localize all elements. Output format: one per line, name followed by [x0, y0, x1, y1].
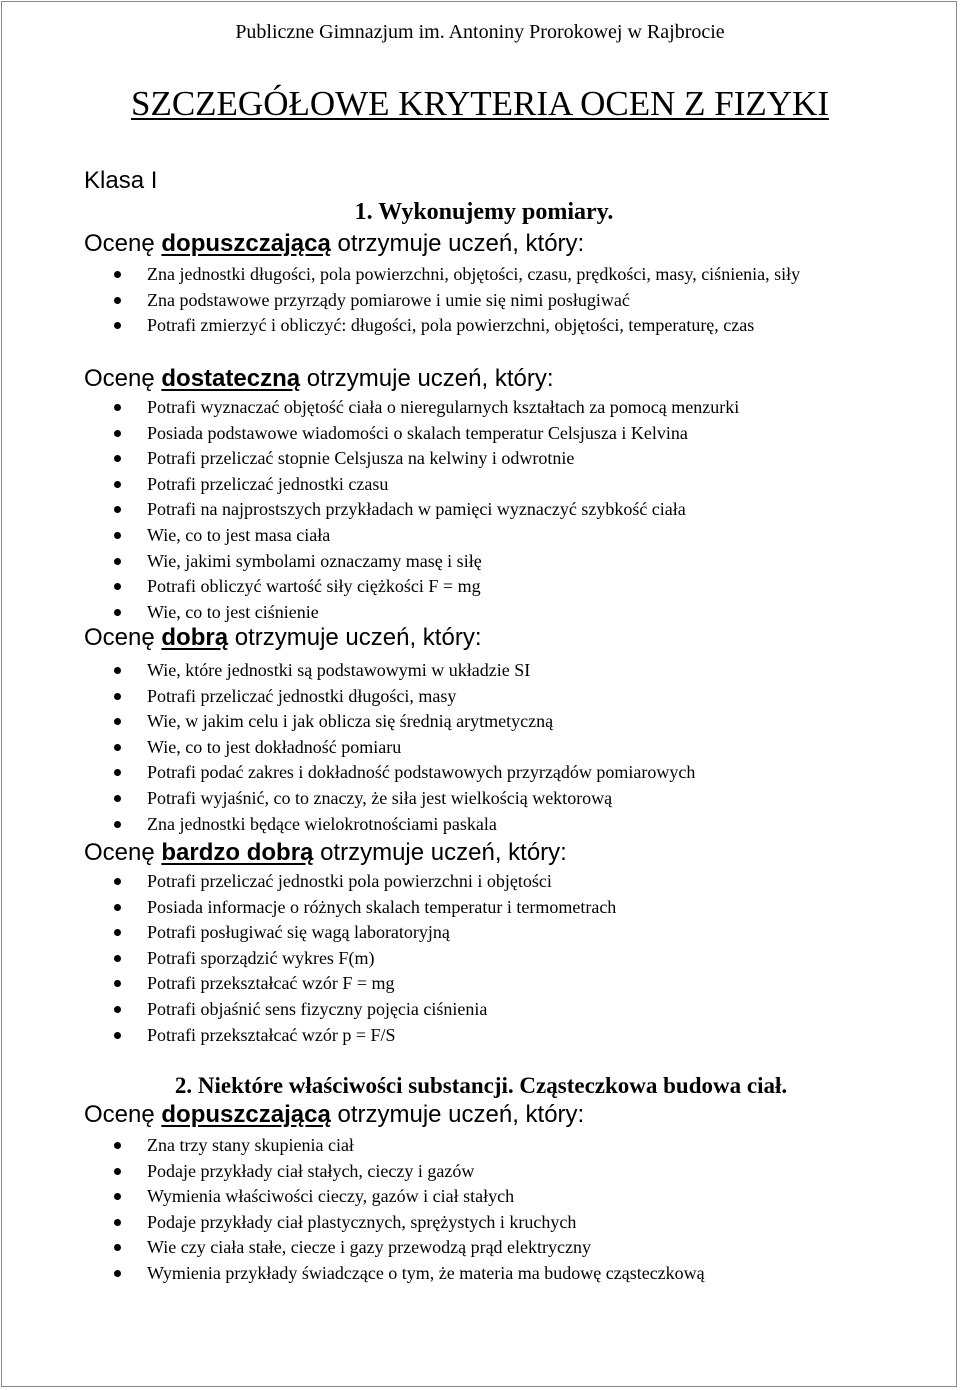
- class-label: Klasa I: [84, 167, 158, 194]
- bullet-icon: [114, 481, 121, 488]
- bullet-icon: [114, 1270, 121, 1277]
- bullet-icon: [114, 583, 121, 590]
- list-item: [0, 446, 739, 472]
- grade-suffix: otrzymuje uczeń, który:: [228, 624, 482, 651]
- grade-prefix: Ocenę: [84, 1101, 162, 1128]
- bullet-icon: [114, 1219, 121, 1226]
- list-item-text: Potrafi zmierzyć i obliczyć: długości, pola powierzchni, objętości, temperaturę, czas: [147, 315, 755, 336]
- grade-name: dobrą: [161, 624, 229, 651]
- grade-prefix: Ocenę: [84, 624, 162, 651]
- bullet-icon: [114, 980, 121, 987]
- list-item-text: Zna jednostki długości, pola powierzchni, objętości, czasu, prędkości, masy, ciśnienia, siły: [147, 264, 801, 284]
- bullet-icon: [114, 1032, 121, 1039]
- bullet-icon: [114, 322, 121, 329]
- bullet-icon: [114, 667, 121, 674]
- section-title: 1. Wykonujemy pomiary.: [354, 199, 614, 225]
- list-item: [0, 895, 616, 921]
- bullet-icon: [114, 929, 121, 936]
- bullet-icon: [114, 404, 121, 411]
- list-item: [0, 1210, 705, 1236]
- list-item: [0, 1159, 705, 1185]
- list-item: [0, 1184, 705, 1210]
- grade-name: bardzo dobrą: [161, 839, 314, 866]
- grade-name: dostateczną: [161, 365, 301, 392]
- document-title: SZCZEGÓŁOWE KRYTERIA OCEN Z FIZYKI: [130, 84, 829, 123]
- list-item: [0, 684, 695, 710]
- list-item: [0, 786, 695, 812]
- list-item-text: Wie, jakimi symbolami oznaczamy masę i siłę: [147, 550, 482, 571]
- bullet-icon: [114, 904, 121, 911]
- list-item: [0, 946, 616, 972]
- list-item-text: Zna jednostki będące wielokrotnościami paskala: [147, 813, 497, 834]
- list-item-text: Zna podstawowe przyrządy pomiarowe i umie się nimi posługiwać: [147, 289, 630, 310]
- criteria-list: [0, 1133, 705, 1287]
- list-item-text: Wymienia przykłady świadczące o tym, że materia ma budowę cząsteczkową: [147, 1262, 705, 1283]
- list-item-text: Potrafi przeliczać jednostki pola powierzchni i objętości: [147, 871, 552, 891]
- list-item-text: Zna trzy stany skupienia ciał: [147, 1135, 354, 1155]
- grade-heading: [84, 230, 584, 258]
- list-item-text: Potrafi przekształcać wzór p = F/S: [147, 1024, 396, 1045]
- list-item-text: Posiada informacje o różnych skalach temperatur i termometrach: [147, 896, 617, 917]
- bullet-icon: [114, 609, 121, 616]
- list-item: [0, 920, 616, 946]
- list-item-text: Potrafi obliczyć wartość siły ciężkości F = mg: [147, 576, 481, 597]
- list-item: [0, 574, 739, 600]
- list-item-text: Wie, co to jest ciśnienie: [147, 601, 319, 622]
- list-item-text: Potrafi na najprostszych przykładach w pamięci wyznaczyć szybkość ciała: [147, 499, 686, 520]
- grade-heading: [84, 1101, 584, 1129]
- list-item: [0, 313, 887, 339]
- bullet-icon: [114, 955, 121, 962]
- grade-prefix: Ocenę: [84, 365, 162, 392]
- grade-suffix: otrzymuje uczeń, który:: [330, 230, 585, 257]
- list-item: [0, 395, 739, 421]
- bullet-icon: [114, 693, 121, 700]
- list-item-text: Potrafi podać zakres i dokładność podstawowych przyrządów pomiarowych: [147, 762, 696, 783]
- criteria-list: [0, 869, 616, 1048]
- list-item: [0, 997, 616, 1023]
- list-item: [0, 1235, 705, 1261]
- list-item: [0, 1261, 705, 1287]
- list-item: [0, 1023, 616, 1049]
- list-item-text: Potrafi sporządzić wykres F(m): [147, 947, 375, 968]
- list-item: [0, 262, 887, 288]
- bullet-icon: [114, 1193, 121, 1200]
- bullet-icon: [114, 718, 121, 725]
- list-item-text: Potrafi wyjaśnić, co to znaczy, że siła jest wielkością wektorową: [147, 787, 613, 808]
- list-item: [0, 971, 616, 997]
- bullet-icon: [114, 1168, 121, 1175]
- list-item: [0, 472, 739, 498]
- list-item: [0, 549, 739, 575]
- list-item: [0, 709, 695, 735]
- list-item-text: Wie, co to jest dokładność pomiaru: [147, 736, 402, 757]
- list-item: [0, 869, 616, 895]
- bullet-icon: [114, 430, 121, 437]
- list-item-text: Wymienia właściwości cieczy, gazów i ciał stałych: [147, 1186, 515, 1207]
- grade-suffix: otrzymuje uczeń, który:: [300, 365, 554, 392]
- bullet-icon: [114, 506, 121, 513]
- bullet-icon: [114, 1006, 121, 1013]
- bullet-icon: [114, 558, 121, 565]
- list-item-text: Posiada podstawowe wiadomości o skalach temperatur Celsjusza i Kelvina: [147, 422, 688, 443]
- grade-name: dopuszczającą: [161, 1101, 331, 1128]
- grade-prefix: Ocenę: [84, 230, 162, 257]
- list-item-text: Wie czy ciała stałe, ciecze i gazy przewodzą prąd elektryczny: [147, 1237, 592, 1258]
- list-item-text: Podaje przykłady ciał stałych, cieczy i gazów: [147, 1160, 475, 1181]
- list-item: [0, 523, 739, 549]
- list-item: [0, 497, 739, 523]
- bullet-icon: [114, 1244, 121, 1251]
- criteria-list: [0, 262, 887, 339]
- bullet-icon: [114, 455, 121, 462]
- bullet-icon: [114, 744, 121, 751]
- list-item: [0, 812, 695, 838]
- list-item: [0, 760, 695, 786]
- grade-name: dopuszczającą: [161, 230, 331, 257]
- list-item-text: Potrafi przeliczać jednostki długości, masy: [147, 685, 457, 706]
- list-item-text: Wie, w jakim celu i jak oblicza się średnią arytmetyczną: [147, 711, 554, 732]
- bullet-icon: [114, 769, 121, 776]
- criteria-list: [0, 395, 739, 625]
- grade-heading: [84, 839, 567, 867]
- section-title: 2. Niektóre właściwości substancji. Cząsteczkowa budowa ciał.: [174, 1073, 788, 1098]
- criteria-list: [0, 658, 695, 837]
- list-item: [0, 288, 887, 314]
- grade-suffix: otrzymuje uczeń, który:: [330, 1101, 585, 1128]
- list-item-text: Potrafi posługiwać się wagą laboratoryjną: [147, 922, 450, 943]
- school-header: Publiczne Gimnazjum im. Antoniny Prorokowej w Rajbrocie: [235, 21, 725, 43]
- bullet-icon: [114, 1142, 121, 1149]
- list-item-text: Podaje przykłady ciał plastycznych, sprężystych i kruchych: [147, 1211, 577, 1232]
- list-item-text: Potrafi wyznaczać objętość ciała o nieregularnych kształtach za pomocą menzurki: [147, 397, 740, 417]
- list-item-text: Potrafi przeliczać stopnie Celsjusza na kelwiny i odwrotnie: [147, 448, 575, 469]
- list-item: [0, 600, 739, 626]
- bullet-icon: [114, 795, 121, 802]
- list-item: [0, 421, 739, 447]
- bullet-icon: [114, 297, 121, 304]
- bullet-icon: [114, 271, 121, 278]
- grade-suffix: otrzymuje uczeń, który:: [313, 839, 567, 866]
- list-item: [0, 735, 695, 761]
- list-item-text: Potrafi przekształcać wzór F = mg: [147, 973, 395, 994]
- grade-prefix: Ocenę: [84, 839, 162, 866]
- bullet-icon: [114, 878, 121, 885]
- list-item-text: Potrafi przeliczać jednostki czasu: [147, 473, 389, 494]
- list-item-text: Potrafi objaśnić sens fizyczny pojęcia ciśnienia: [147, 998, 488, 1019]
- bullet-icon: [114, 532, 121, 539]
- list-item: [0, 1133, 705, 1159]
- list-item: [0, 658, 695, 684]
- list-item-text: Wie, które jednostki są podstawowymi w układzie SI: [147, 660, 531, 680]
- bullet-icon: [114, 821, 121, 828]
- grade-heading: [84, 365, 554, 393]
- list-item-text: Wie, co to jest masa ciała: [147, 524, 331, 545]
- grade-heading: [84, 624, 481, 652]
